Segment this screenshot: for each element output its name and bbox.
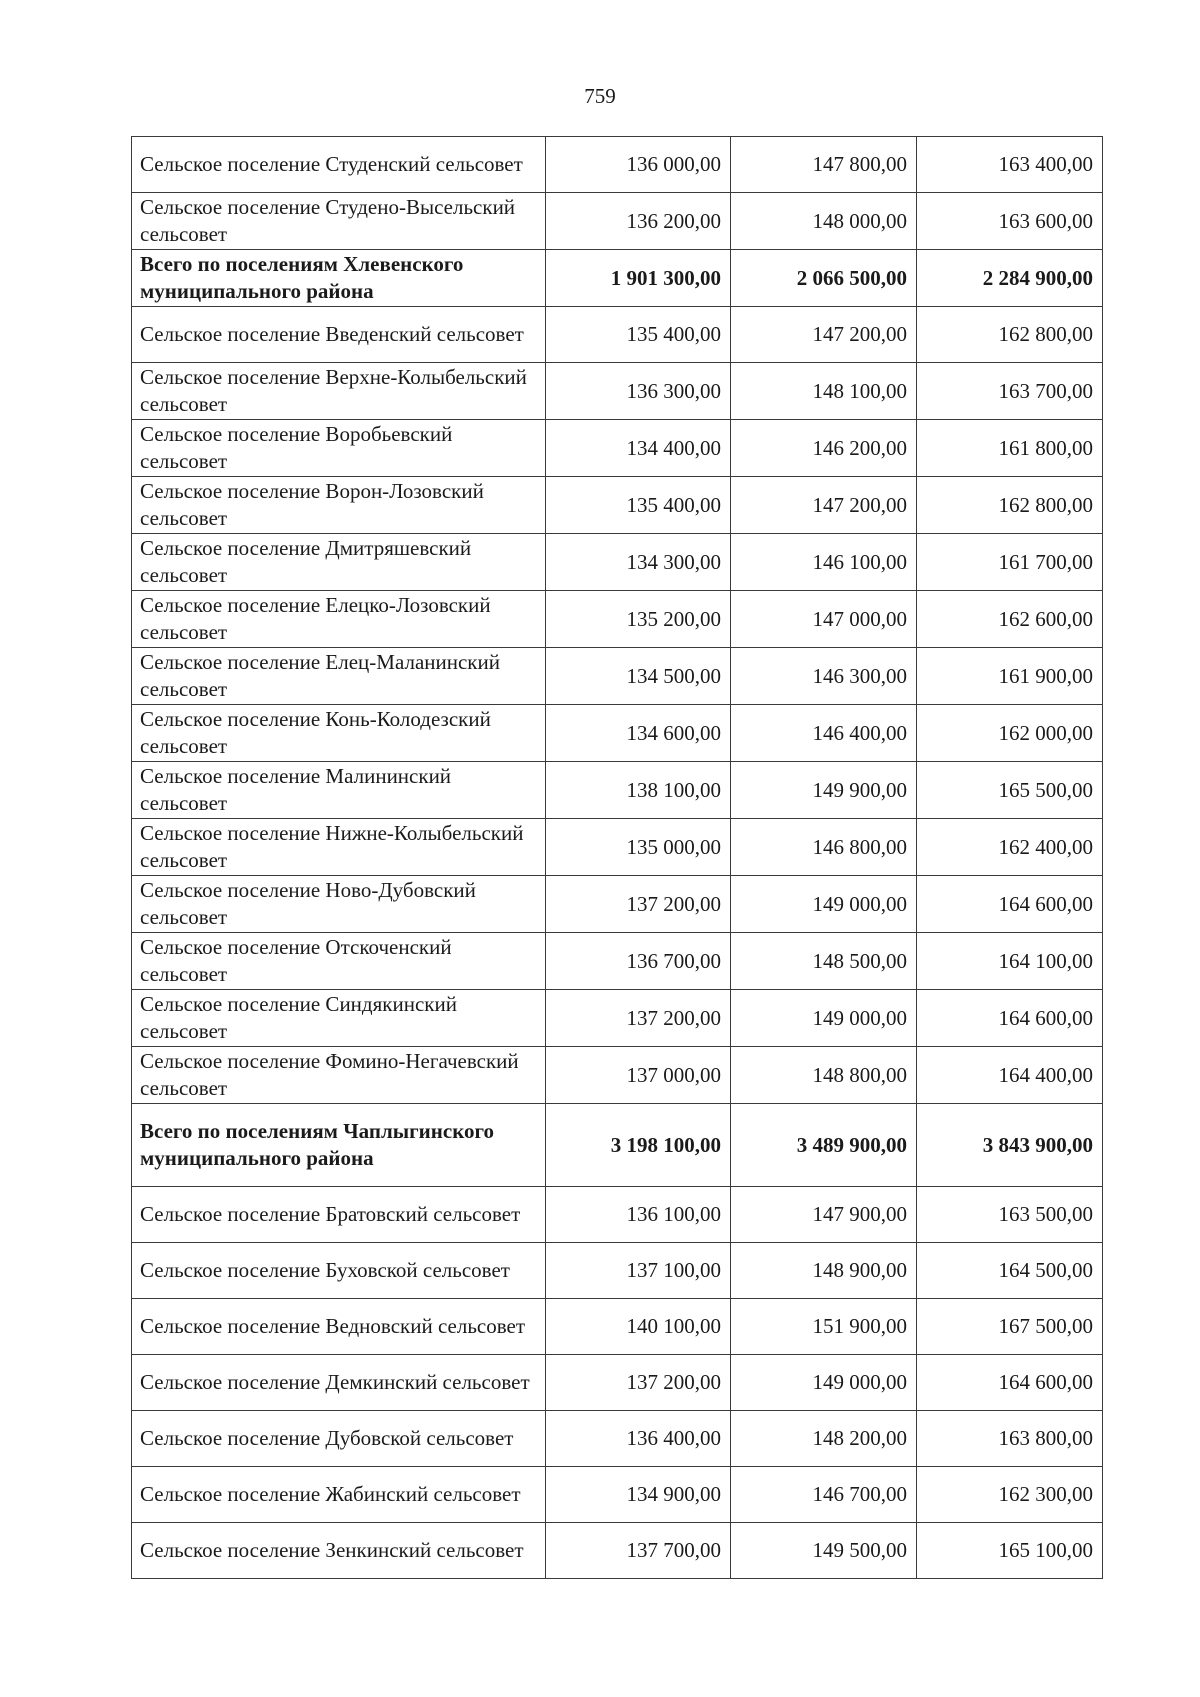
settlement-name: Сельское поселение Воробьевский сельсовет [132,420,546,477]
value-col-1: 136 000,00 [546,137,731,193]
table-row [132,591,1103,648]
value-col-1: 135 000,00 [546,819,731,876]
value-col-1: 140 100,00 [546,1299,731,1355]
value-col-3: 165 500,00 [917,762,1103,819]
value-col-1: 137 100,00 [546,1243,731,1299]
settlement-name: Сельское поселение Зенкинский сельсовет [132,1523,546,1579]
value-col-1: 136 100,00 [546,1187,731,1243]
value-col-3: 164 600,00 [917,876,1103,933]
table-row [132,819,1103,876]
table-row [132,420,1103,477]
district-total-row [132,250,1103,307]
value-col-1: 137 000,00 [546,1047,731,1104]
value-col-1: 135 200,00 [546,591,731,648]
value-col-2: 147 200,00 [731,477,917,534]
table-row [132,933,1103,990]
settlement-name: Сельское поселение Демкинский сельсовет [132,1355,546,1411]
table-row [132,762,1103,819]
settlement-name: Сельское поселение Дубовской сельсовет [132,1411,546,1467]
table-row [132,307,1103,363]
value-col-2: 148 900,00 [731,1243,917,1299]
value-col-1: 135 400,00 [546,307,731,363]
value-col-3: 163 700,00 [917,363,1103,420]
value-col-3: 162 800,00 [917,307,1103,363]
settlement-name: Сельское поселение Синдякинский сельсовет [132,990,546,1047]
settlement-name: Сельское поселение Студено-Высельский сельсовет [132,193,546,250]
value-col-1: 134 300,00 [546,534,731,591]
value-col-2: 2 066 500,00 [731,250,917,307]
value-col-1: 137 200,00 [546,1355,731,1411]
table-row [132,1047,1103,1104]
value-col-2: 3 489 900,00 [731,1104,917,1187]
table-row [132,876,1103,933]
value-col-1: 137 200,00 [546,990,731,1047]
value-col-2: 146 800,00 [731,819,917,876]
table-row [132,990,1103,1047]
settlement-name: Сельское поселение Студенский сельсовет [132,137,546,193]
district-total-row [132,1104,1103,1187]
value-col-3: 164 600,00 [917,990,1103,1047]
value-col-3: 161 800,00 [917,420,1103,477]
settlement-name: Сельское поселение Введенский сельсовет [132,307,546,363]
settlement-name: Сельское поселение Ведновский сельсовет [132,1299,546,1355]
value-col-2: 147 200,00 [731,307,917,363]
value-col-1: 135 400,00 [546,477,731,534]
value-col-1: 134 600,00 [546,705,731,762]
value-col-2: 146 200,00 [731,420,917,477]
table-row [132,705,1103,762]
settlement-name: Сельское поселение Елец-Маланинский сельсовет [132,648,546,705]
value-col-2: 146 400,00 [731,705,917,762]
value-col-1: 136 400,00 [546,1411,731,1467]
value-col-3: 162 800,00 [917,477,1103,534]
value-col-3: 163 500,00 [917,1187,1103,1243]
settlement-name: Сельское поселение Жабинский сельсовет [132,1467,546,1523]
value-col-3: 161 700,00 [917,534,1103,591]
value-col-3: 162 600,00 [917,591,1103,648]
value-col-3: 164 500,00 [917,1243,1103,1299]
table-row [132,193,1103,250]
table-row [132,363,1103,420]
value-col-1: 136 700,00 [546,933,731,990]
value-col-2: 149 500,00 [731,1523,917,1579]
value-col-3: 3 843 900,00 [917,1104,1103,1187]
value-col-2: 146 100,00 [731,534,917,591]
value-col-2: 147 900,00 [731,1187,917,1243]
value-col-1: 137 700,00 [546,1523,731,1579]
table-row [132,1243,1103,1299]
settlement-name: Сельское поселение Фомино-Негачевский сельсовет [132,1047,546,1104]
table-row [132,1467,1103,1523]
table-row [132,534,1103,591]
value-col-2: 148 000,00 [731,193,917,250]
value-col-1: 136 300,00 [546,363,731,420]
settlement-name: Сельское поселение Верхне-Колыбельский сельсовет [132,363,546,420]
settlement-name: Сельское поселение Ворон-Лозовский сельсовет [132,477,546,534]
value-col-3: 165 100,00 [917,1523,1103,1579]
value-col-1: 136 200,00 [546,193,731,250]
district-total-name: Всего по поселениям Хлевенского муниципального района [132,250,546,307]
settlement-name: Сельское поселение Отскоченский сельсовет [132,933,546,990]
value-col-3: 162 400,00 [917,819,1103,876]
value-col-2: 146 700,00 [731,1467,917,1523]
table-row [132,1355,1103,1411]
value-col-1: 134 900,00 [546,1467,731,1523]
value-col-2: 151 900,00 [731,1299,917,1355]
value-col-2: 149 000,00 [731,876,917,933]
value-col-3: 163 800,00 [917,1411,1103,1467]
value-col-2: 146 300,00 [731,648,917,705]
value-col-3: 164 100,00 [917,933,1103,990]
value-col-3: 163 600,00 [917,193,1103,250]
value-col-1: 134 500,00 [546,648,731,705]
settlement-name: Сельское поселение Буховской сельсовет [132,1243,546,1299]
settlement-name: Сельское поселение Дмитряшевский сельсовет [132,534,546,591]
value-col-2: 147 000,00 [731,591,917,648]
value-col-3: 163 400,00 [917,137,1103,193]
value-col-2: 149 900,00 [731,762,917,819]
value-col-3: 161 900,00 [917,648,1103,705]
settlement-name: Сельское поселение Ново-Дубовский сельсовет [132,876,546,933]
district-total-name: Всего по поселениям Чаплыгинского муниципального района [132,1104,546,1187]
settlements-budget-table [131,136,1103,1579]
value-col-3: 162 000,00 [917,705,1103,762]
value-col-2: 148 100,00 [731,363,917,420]
value-col-2: 148 800,00 [731,1047,917,1104]
value-col-2: 149 000,00 [731,1355,917,1411]
value-col-3: 162 300,00 [917,1467,1103,1523]
value-col-1: 138 100,00 [546,762,731,819]
value-col-2: 148 200,00 [731,1411,917,1467]
value-col-3: 164 400,00 [917,1047,1103,1104]
value-col-1: 137 200,00 [546,876,731,933]
value-col-3: 164 600,00 [917,1355,1103,1411]
value-col-1: 3 198 100,00 [546,1104,731,1187]
settlement-name: Сельское поселение Малининский сельсовет [132,762,546,819]
settlement-name: Сельское поселение Братовский сельсовет [132,1187,546,1243]
table-row [132,477,1103,534]
table-row [132,137,1103,193]
value-col-2: 147 800,00 [731,137,917,193]
table-row [132,1299,1103,1355]
settlement-name: Сельское поселение Нижне-Колыбельский сельсовет [132,819,546,876]
table-row [132,648,1103,705]
value-col-2: 148 500,00 [731,933,917,990]
table-row [132,1187,1103,1243]
table-row [132,1523,1103,1579]
table-row [132,1411,1103,1467]
value-col-1: 134 400,00 [546,420,731,477]
page-number: 759 [584,84,616,108]
value-col-3: 2 284 900,00 [917,250,1103,307]
value-col-2: 149 000,00 [731,990,917,1047]
table-body [132,137,1103,1579]
value-col-3: 167 500,00 [917,1299,1103,1355]
settlement-name: Сельское поселение Конь-Колодезский сельсовет [132,705,546,762]
settlement-name: Сельское поселение Елецко-Лозовский сельсовет [132,591,546,648]
value-col-1: 1 901 300,00 [546,250,731,307]
